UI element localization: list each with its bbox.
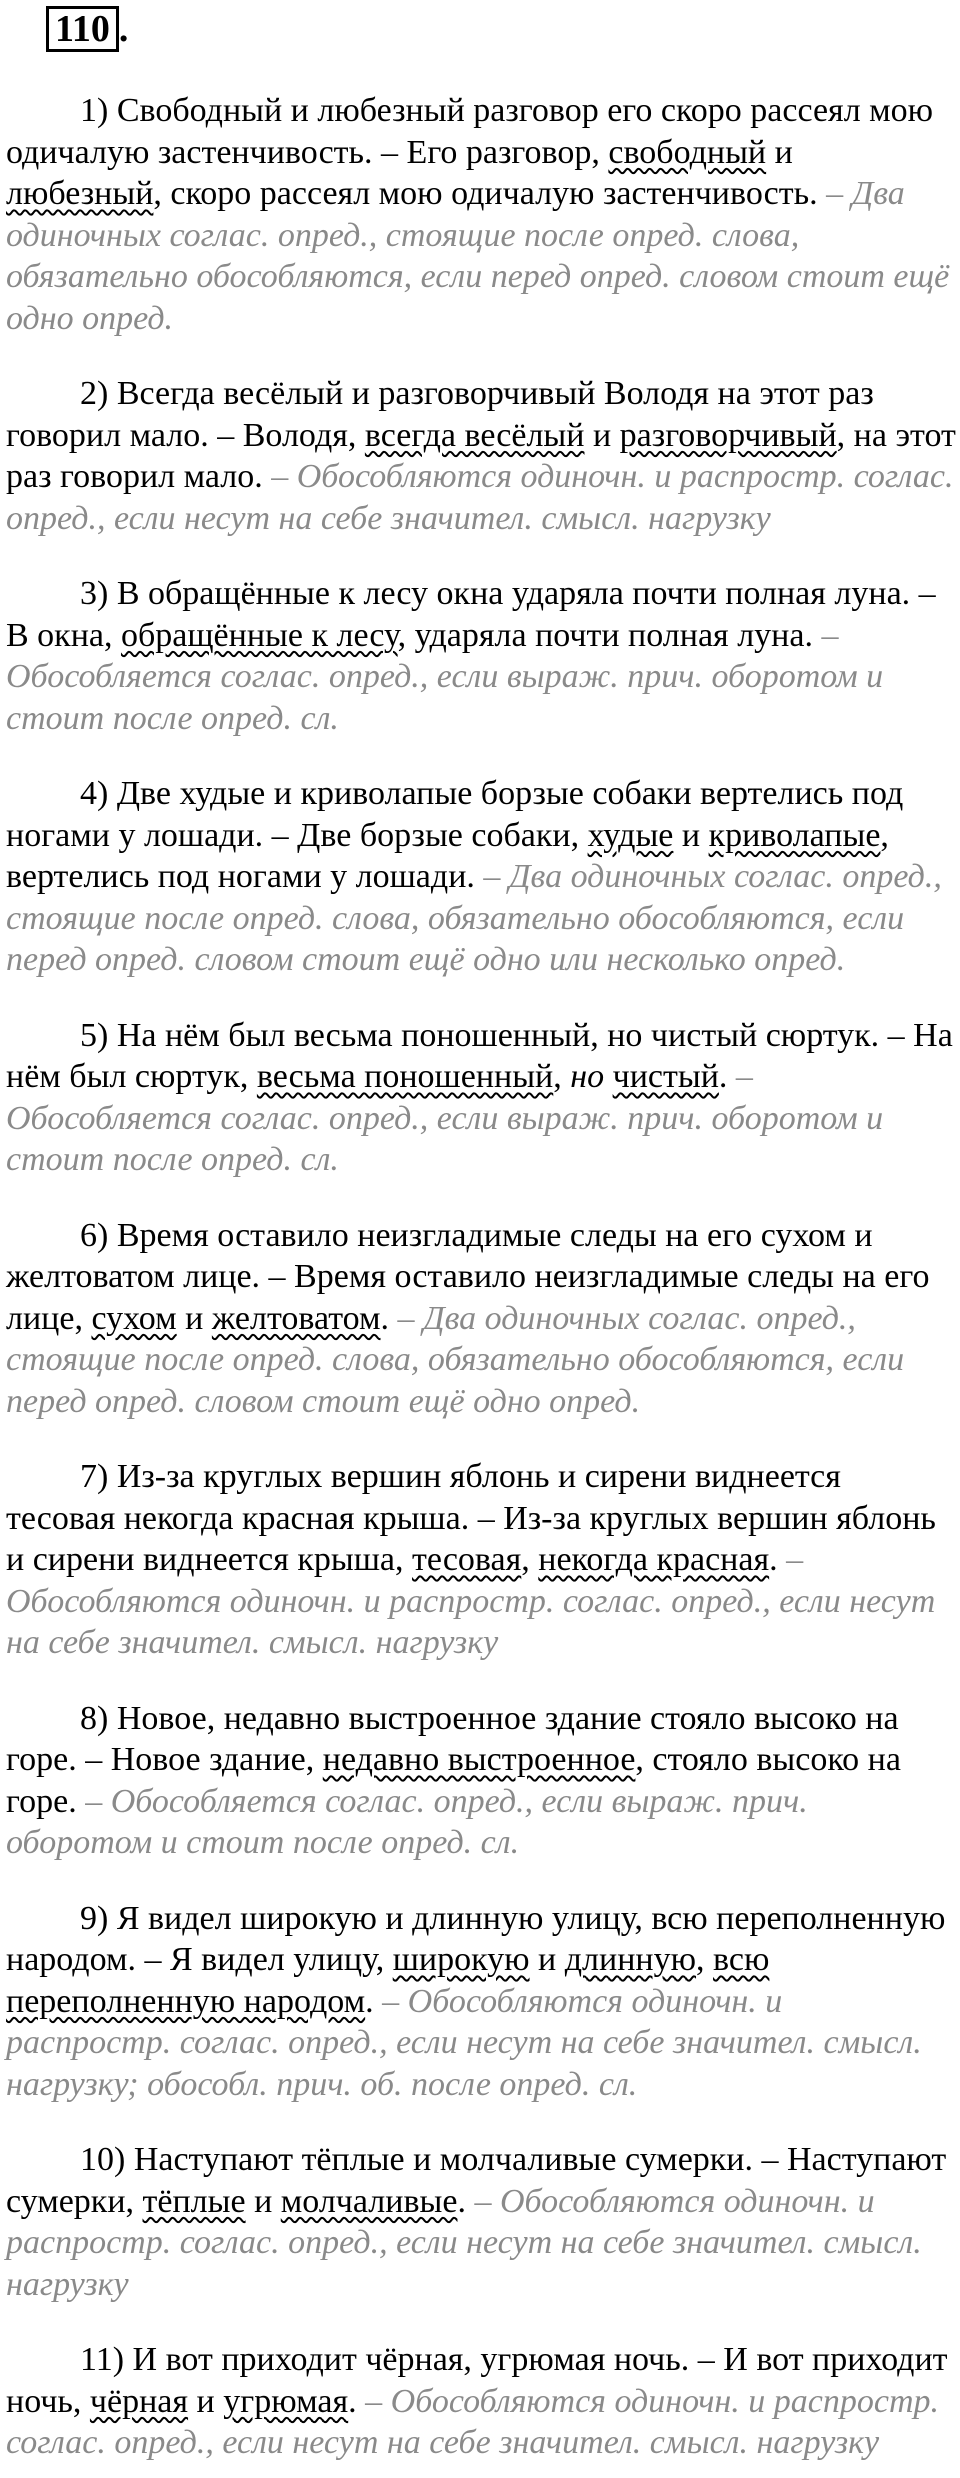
underlined-definition: широкую: [392, 1941, 530, 1978]
item-text: .: [457, 2182, 466, 2220]
item-text: 1) Свободный и любезный разговор его скоро рассеял мою одичалую застенчивость. – Его разговор,: [6, 92, 934, 171]
rule-note: – Два одиночных соглас. опред., стоящие после опред. слова, обязательно обособляются, если перед опред. словом стоит ещё одно опред.: [6, 1299, 905, 1420]
underlined-definition: молчаливые: [280, 2182, 458, 2220]
rule-note: – Обособляются одиночн. и распростр. соглас. опред., если несут на себе значител. смысл. нагрузку: [6, 458, 954, 537]
item-text: и: [529, 1941, 565, 1978]
underlined-definition: тесовая: [412, 1541, 522, 1578]
underlined-definition: всю переполненную народом: [6, 1941, 770, 2020]
underlined-definition: весьма поношенный: [256, 1058, 554, 1095]
rule-note: – Обособляется соглас. опред., если выраж. прич. оборотом и стоит после опред. сл.: [6, 1782, 808, 1861]
item-text: 4) Две худые и криволапые борзые собаки вертелись под ногами у лошади. – Две борзые собаки,: [6, 775, 904, 854]
exercise-item-1: [6, 90, 956, 339]
underlined-definition: некогда красная: [538, 1541, 770, 1578]
exercise-item-4: [6, 773, 956, 981]
exercise-number: 110: [46, 6, 119, 52]
item-text: и: [584, 416, 620, 454]
underlined-definition: чёрная: [89, 2382, 189, 2420]
exercise-item-3: [6, 573, 956, 739]
rule-note: – Обособляется соглас. опред., если выраж. прич. оборотом и стоит после опред. сл.: [6, 616, 884, 737]
rule-note: – Обособляются одиночн. и распростр. соглас. опред., если несут на себе значител. смысл. нагрузку: [6, 2182, 922, 2303]
item-text: .: [380, 1299, 389, 1337]
rule-note: – Два одиночных соглас. опред., стоящие после опред. слова, обязательно обособляются, если перед опред. словом стоит ещё одно или несколько опред.: [6, 858, 942, 978]
underlined-definition: тёплые: [142, 2182, 246, 2220]
rule-note: – Обособляются одиночн. и распростр. соглас. опред., если несут на себе значител. смысл. нагрузку; обособл. прич. об. после опред. сл.: [6, 1982, 922, 2103]
exercise-item-11: [6, 2339, 956, 2464]
exercise-item-10: [6, 2139, 956, 2305]
exercise-item-9: [6, 1898, 956, 2106]
rule-note: – Обособляются одиночн. и распростр. соглас. опред., если несут на себе значител. смысл. нагрузку: [6, 1541, 936, 1661]
item-text: ,: [521, 1541, 539, 1578]
item-text: ,: [553, 1058, 571, 1095]
underlined-definition: желтоватом: [211, 1299, 381, 1337]
item-text: и: [673, 816, 709, 854]
item-text: 6) Время оставило неизгладимые следы на его сухом и желтоватом лице. – Время оставило неизгладимые следы на его лице,: [6, 1216, 930, 1337]
item-text: , стояло высоко на горе.: [6, 1741, 901, 1820]
item-text: 11) И вот приходит чёрная, угрюмая ночь. – И вот приходит ночь,: [6, 2341, 948, 2420]
exercise-item-6: [6, 1215, 956, 1423]
item-text: , на этот раз говорил мало.: [6, 416, 956, 495]
item-text: .: [348, 2382, 357, 2420]
underlined-definition: сухом: [91, 1299, 177, 1337]
item-text: и: [188, 2382, 224, 2420]
item-text: 2) Всегда весёлый и разговорчивый Володя на этот раз говорил мало. – Володя,: [6, 375, 874, 454]
exercise-items: [6, 56, 956, 2478]
exercise-number-dot: .: [118, 8, 129, 50]
exercise-header: [46, 6, 128, 52]
item-text: 9) Я видел широкую и длинную улицу, всю переполненную народом. – Я видел улицу,: [6, 1899, 946, 1978]
item-text: и: [245, 2182, 281, 2220]
item-text: 3) В обращённые к лесу окна ударяла почти полная луна. – В окна,: [6, 575, 936, 654]
rule-note: – Обособляется соглас. опред., если выраж. прич. оборотом и стоит после опред. сл.: [6, 1058, 884, 1178]
underlined-definition: криволапые: [708, 816, 881, 854]
item-text: и: [176, 1299, 212, 1337]
underlined-definition: чистый: [612, 1058, 719, 1095]
underlined-definition: свободный: [608, 133, 767, 171]
item-text: ,: [696, 1941, 714, 1978]
exercise-item-5: [6, 1015, 956, 1181]
item-text: 5) На нём был весьма поношенный, но чистый сюртук. – На нём был сюртук,: [6, 1016, 953, 1095]
rule-note: – Два одиночных соглас. опред., стоящие после опред. слова, обязательно обособляются, если перед опред. словом стоит ещё одно опред.: [6, 175, 950, 337]
exercise-item-7: [6, 1456, 956, 1664]
item-conjunction: но: [570, 1058, 605, 1095]
item-text: .: [365, 1982, 374, 2020]
item-text: 8) Новое, недавно выстроенное здание стояло высоко на горе. – Новое здание,: [6, 1699, 899, 1778]
exercise-item-2: [6, 373, 956, 539]
item-text: .: [769, 1541, 778, 1578]
underlined-definition: худые: [587, 816, 674, 854]
rule-note: – Обособляются одиночн. и распростр. соглас. опред., если несут на себе значител. смысл. нагрузку: [6, 2382, 940, 2461]
item-text: 10) Наступают тёплые и молчаливые сумерки. – Наступают сумерки,: [6, 2141, 947, 2220]
item-text: и: [766, 133, 793, 171]
item-text: [604, 1058, 613, 1095]
underlined-definition: угрюмая: [223, 2382, 349, 2420]
exercise-item-8: [6, 1698, 956, 1864]
item-text: , ударяла почти полная луна.: [397, 616, 813, 654]
item-text: , скоро рассеял мою одичалую застенчивость.: [153, 175, 818, 212]
underlined-definition: недавно выстроенное: [322, 1741, 636, 1778]
item-text: 7) Из-за круглых вершин яблонь и сирени виднеется тесовая некогда красная крыша. – Из-за круглых вершин яблонь и сирени виднеется крыша,: [6, 1458, 936, 1578]
underlined-definition: всегда весёлый: [364, 416, 585, 454]
underlined-definition: разговорчивый: [619, 416, 837, 454]
underlined-definition: любезный: [6, 175, 154, 212]
item-text: , вертелись под ногами у лошади.: [6, 816, 889, 895]
underlined-definition: обращённые к лесу: [120, 616, 398, 654]
underlined-definition: длинную: [564, 1941, 697, 1978]
item-text: .: [718, 1058, 728, 1095]
